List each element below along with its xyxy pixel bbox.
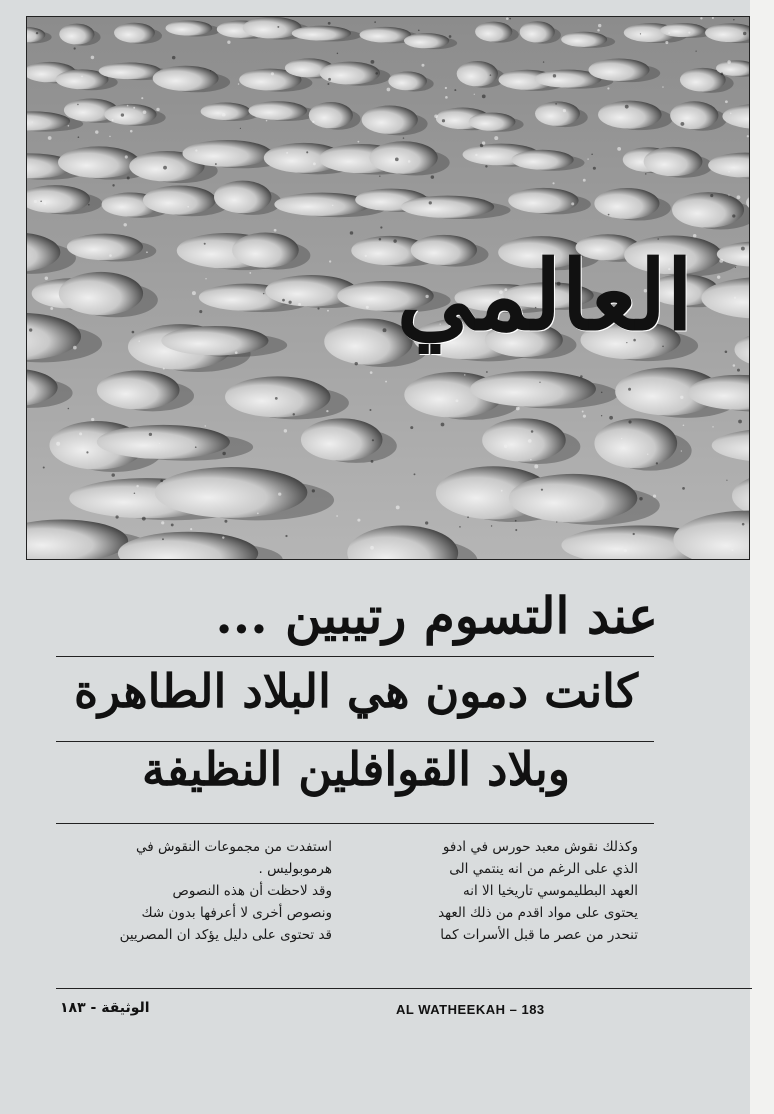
headline-divider-1: [56, 656, 654, 657]
paragraph-line: العهد البطليموسي تاريخيا الا انه: [463, 883, 638, 899]
headline-divider-3: [56, 823, 654, 824]
text-column-left: [56, 836, 332, 946]
headline-line-3: وبلاد القوافلين النظيفة: [142, 742, 570, 796]
headline-line-1: عند التسوم رتيبين ...: [215, 586, 658, 645]
page-edge: [750, 0, 774, 1114]
text-column-right: [362, 836, 638, 946]
paragraph-line: هرموبوليس .: [258, 861, 332, 877]
footer-page-number-english: AL WATHEEKAH – 183: [396, 1002, 545, 1017]
paragraph-line: وقد لاحظت أن هذه النصوص: [172, 883, 332, 899]
paragraph-line: قد تحتوى على دليل يؤكد ان المصريين: [119, 927, 332, 943]
footer-divider: [56, 988, 752, 989]
paragraph-line: تنحدر من عصر ما قبل الأسرات كما: [440, 927, 638, 943]
headline-line-2: كانت دمون هي البلاد الطاهرة: [73, 664, 639, 718]
paragraph-line: الذي على الرغم من انه ينتمي الى: [449, 861, 638, 877]
photo-title: العالمي: [396, 239, 693, 352]
paragraph-line: استفدت من مجموعات النقوش في: [136, 839, 332, 855]
paragraph-line: يحتوى على مواد اقدم من ذلك العهد: [438, 905, 638, 921]
sand-mounds-photo: [26, 16, 750, 560]
paragraph-line: وكذلك نقوش معبد حورس في ادفو: [442, 839, 638, 855]
paragraph-line: ونصوص أخرى لا أعرفها بدون شك: [141, 905, 332, 921]
footer-page-number-arabic: الوثيقة - ١٨٣: [60, 1000, 150, 1016]
